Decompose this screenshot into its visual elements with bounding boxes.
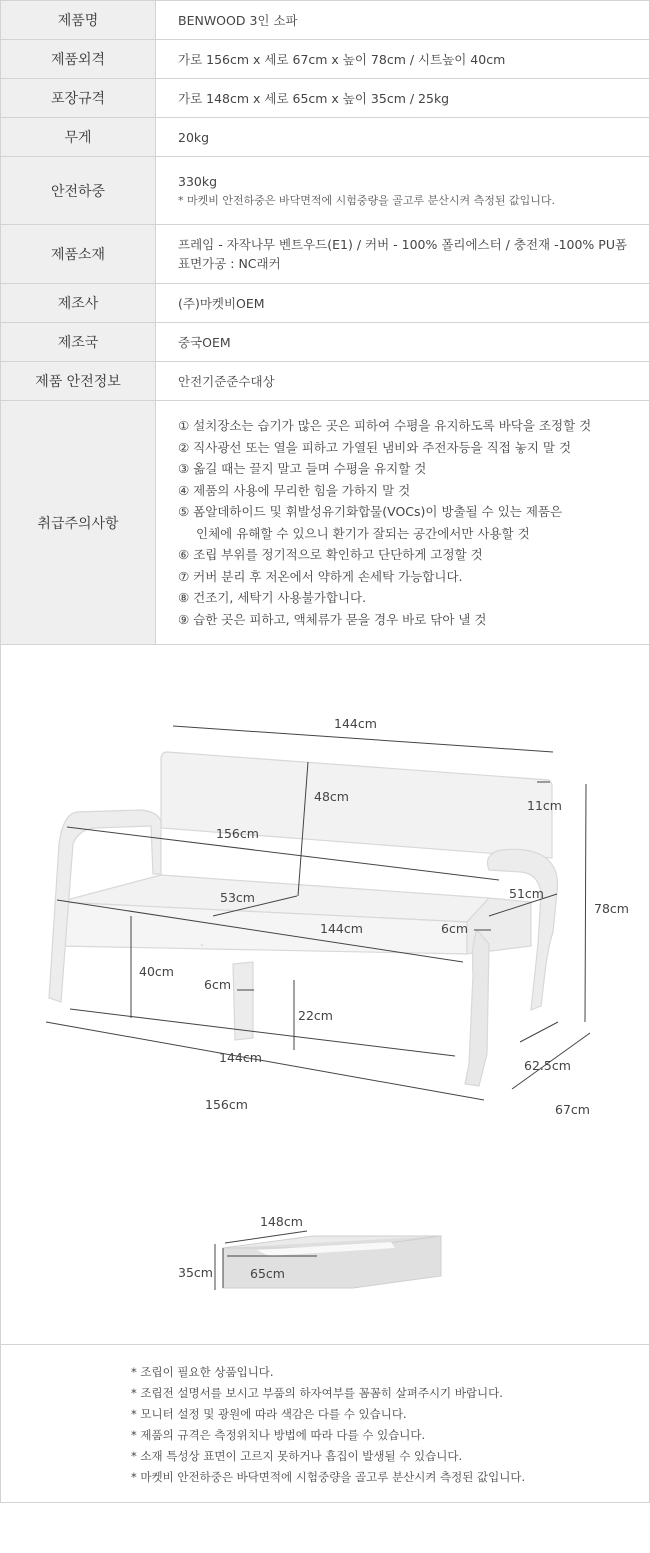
care-item: ⑤ 폼알데하이드 및 휘발성유기화합물(VOCs)이 방출될 수 있는 제품은 <box>178 504 563 519</box>
note-item: * 모니터 설정 및 광원에 따라 색감은 다를 수 있습니다. <box>131 1407 407 1421</box>
spec-value: 중국OEM <box>156 323 650 362</box>
note-item: * 마켓비 안전하중은 바닥면적에 시험중량을 골고루 분산시켜 측정된 값입니다. <box>131 1470 526 1484</box>
label-leg-height: 22cm <box>298 1008 333 1023</box>
spec-label: 취급주의사항 <box>1 401 156 645</box>
spec-label: 제조국 <box>1 323 156 362</box>
label-base-depth: 62.5cm <box>524 1058 571 1073</box>
label-arm-depth: 51cm <box>509 886 544 901</box>
dimension-svg <box>1 644 649 1344</box>
note-item: * 제품의 규격은 측정위치나 방법에 따라 다를 수 있습니다. <box>131 1428 426 1442</box>
spec-row-maker <box>1 284 650 323</box>
load-note: * 마켓비 안전하중은 바닥면적에 시험중량을 골고루 분산시켜 측정된 값입니다. <box>178 193 555 207</box>
label-box-depth: 65cm <box>250 1266 285 1281</box>
spec-value <box>156 225 650 284</box>
spec-value <box>156 157 650 225</box>
note-item: * 소재 특성상 표면이 고르지 못하거나 흠집이 발생될 수 있습니다. <box>131 1449 463 1463</box>
care-item: 인체에 유해할 수 있으니 환기가 잘되는 공간에서만 사용할 것 <box>196 525 530 541</box>
spec-label: 무게 <box>1 118 156 157</box>
label-seat-height: 40cm <box>139 964 174 979</box>
dimension-diagram <box>0 644 650 1344</box>
spec-row-care <box>1 401 650 645</box>
care-item: ④ 제품의 사용에 무리한 힘을 가하지 말 것 <box>178 482 411 498</box>
label-box-width: 148cm <box>260 1214 303 1229</box>
spec-label: 제품외격 <box>1 40 156 79</box>
label-total-height: 78cm <box>594 901 629 916</box>
label-leg-width: 6cm <box>204 977 232 992</box>
spec-label: 제품명 <box>1 1 156 40</box>
care-item: ⑦ 커버 분리 후 저온에서 약하게 손세탁 가능합니다. <box>178 568 463 584</box>
spec-row-safety <box>1 362 650 401</box>
label-arm-width: 6cm <box>441 921 469 936</box>
note-item: * 조립전 설명서를 보시고 부품의 하자여부를 꼼꼼히 살펴주시기 바랍니다. <box>131 1386 503 1400</box>
spec-row-material <box>1 225 650 284</box>
note-item: * 조립이 필요한 상품입니다. <box>131 1365 274 1379</box>
care-list <box>156 401 650 645</box>
care-item: ① 설치장소는 습기가 많은 곳은 피하여 수평을 유지하도록 바닥을 조정할 것 <box>178 418 592 433</box>
care-item: ⑧ 건조기, 세탁기 사용불가합니다. <box>178 590 367 605</box>
package-box-illustration <box>178 1214 441 1290</box>
spec-row-name <box>1 1 650 40</box>
spec-value: 가로 156cm x 세로 67cm x 높이 78cm / 시트높이 40cm <box>156 40 650 79</box>
label-total-depth: 67cm <box>555 1102 590 1117</box>
label-total-width: 156cm <box>205 1097 248 1112</box>
spec-label: 제품 안전정보 <box>1 362 156 401</box>
spec-value: 가로 148cm x 세로 65cm x 높이 35cm / 25kg <box>156 79 650 118</box>
spec-row-outer <box>1 40 650 79</box>
spec-value: 안전기준준수대상 <box>156 362 650 401</box>
care-item: ⑥ 조립 부위를 정기적으로 확인하고 단단하게 고정할 것 <box>178 547 483 562</box>
label-arm-length: 156cm <box>216 826 259 841</box>
load-value: 330kg <box>178 173 218 189</box>
spec-row-country <box>1 323 650 362</box>
material-line: 프레임 - 자작나무 벤트우드(E1) / 커버 - 100% 폴리에스터 / 충전재 -100% PU폼 <box>178 237 628 252</box>
spec-table <box>0 0 650 645</box>
spec-row-weight <box>1 118 650 157</box>
spec-row-package <box>1 79 650 118</box>
spec-label: 포장규격 <box>1 79 156 118</box>
label-seat-depth: 53cm <box>220 890 255 905</box>
care-item: ② 직사광선 또는 열을 피하고 가열된 냄비와 주전자등을 직접 놓지 말 것 <box>178 439 572 455</box>
spec-value: 20kg <box>156 118 650 157</box>
care-item: ⑨ 습한 곳은 피하고, 액체류가 묻을 경우 바로 닦아 낼 것 <box>178 611 487 627</box>
material-line: 표면가공 : NC래커 <box>178 256 281 271</box>
spec-label: 제조사 <box>1 284 156 323</box>
spec-row-load <box>1 157 650 225</box>
notes-box <box>0 1344 650 1503</box>
care-item: ③ 옮길 때는 끌지 말고 들며 수평을 유지할 것 <box>178 461 427 476</box>
spec-value: BENWOOD 3인 소파 <box>156 1 650 40</box>
spec-label: 안전하중 <box>1 157 156 225</box>
label-top-width: 144cm <box>334 716 377 731</box>
label-back-thickness: 11cm <box>527 798 562 813</box>
spec-label: 제품소재 <box>1 225 156 284</box>
spec-value: (주)마켓비OEM <box>156 284 650 323</box>
label-seat-width: 144cm <box>320 921 363 936</box>
label-base-width: 144cm <box>219 1050 262 1065</box>
label-back-height: 48cm <box>314 789 349 804</box>
label-box-height: 35cm <box>178 1265 213 1280</box>
